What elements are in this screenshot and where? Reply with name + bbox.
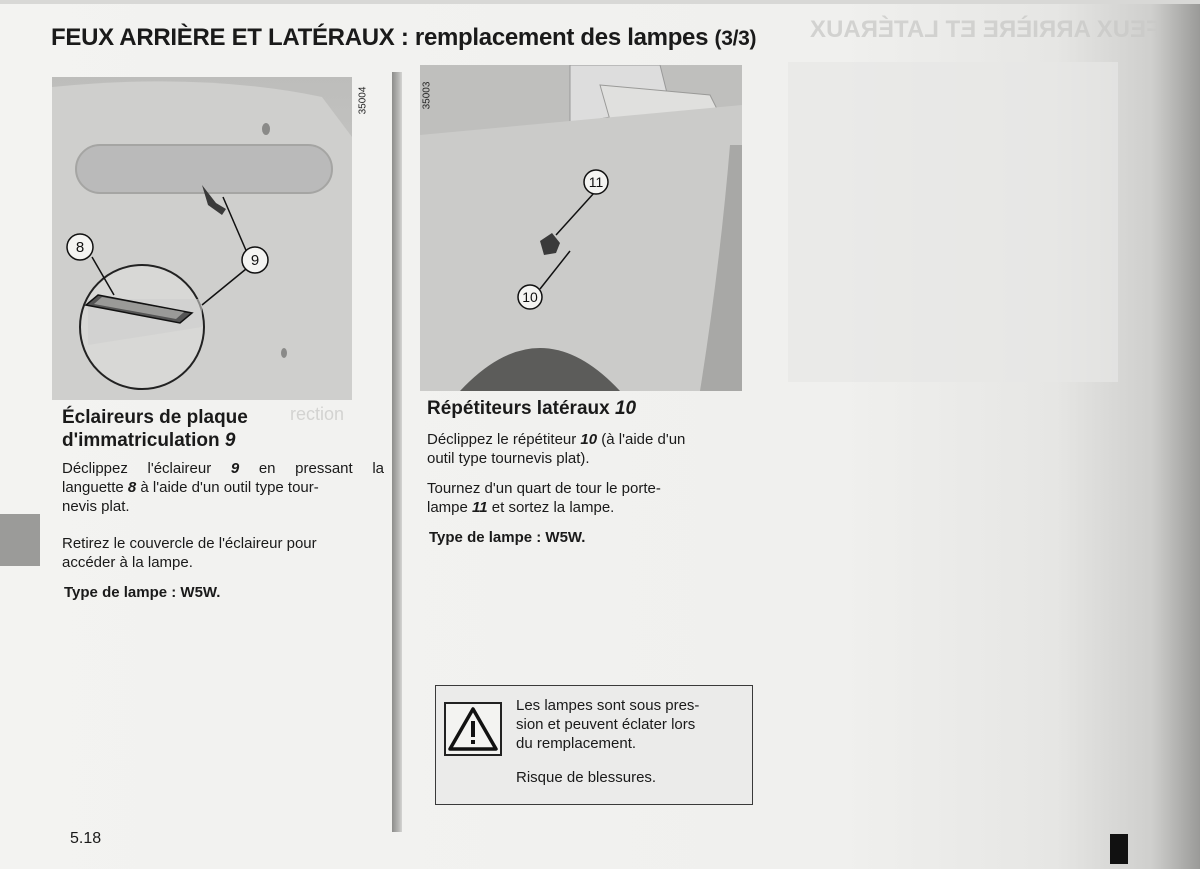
section-heading-side-repeaters: Répétiteurs latéraux 10 [427, 398, 637, 419]
warning-triangle-icon [444, 702, 502, 756]
instruction-turn-holder: Tournez d'un quart de tour le porte- lampe 11 et sortez la lampe. [427, 480, 661, 516]
heading-number: 10 [614, 398, 637, 419]
thumb-index-marker [1110, 834, 1128, 864]
heading-line-1: Éclaireurs de plaque [62, 407, 248, 428]
callout-11: 11 [588, 174, 604, 190]
text-line: Déclippez l'éclaireur 9 en pressant la [62, 460, 384, 477]
page-number: 5.18 [70, 830, 102, 847]
section-tab [0, 514, 40, 566]
warning-message: Les lampes sont sous pres- sion et peuvent éclater lors du remplacement. [516, 697, 700, 752]
callout-9: 9 [250, 252, 260, 269]
heading-number: 9 [224, 430, 236, 451]
warning-risk: Risque de blessures. [516, 769, 657, 786]
warning-box [435, 685, 753, 805]
page-title [51, 24, 756, 52]
bleed-through-title: FEUX ARRIÈRE ET LATÉRAUX [810, 16, 1161, 43]
side-repeater-illustration [420, 65, 742, 391]
lamp-type-left: Type de lampe : W5W. [64, 584, 221, 601]
page-title-part: (3/3) [714, 27, 757, 50]
side-repeater-photo [420, 65, 742, 391]
instruction-unclip-repeater: Déclippez le répétiteur 10 (à l'aide d'un outil type tournevis plat). [427, 431, 686, 467]
license-plate-light-photo [52, 77, 352, 400]
license-plate-light-illustration [52, 77, 352, 400]
top-rule [0, 0, 1200, 4]
page-title-main: FEUX ARRIÈRE ET LATÉRAUX : remplacement des lampes [51, 24, 709, 51]
callout-8: 8 [75, 239, 85, 256]
bleed-through-photo [788, 62, 1118, 382]
section-heading-license-plate [62, 406, 382, 452]
callout-10: 10 [522, 289, 538, 305]
instruction-unclip: Déclippez l'éclaireur 9 en pressant la languette 8 à l'aide d'un outil type tour- nevis plat. [62, 460, 384, 515]
bleed-through-text: rection [290, 404, 345, 424]
column-divider [392, 72, 402, 832]
lamp-type-middle: Type de lampe : W5W. [429, 529, 586, 546]
photo-number-middle: 35003 [421, 81, 433, 110]
photo-number-left: 35004 [357, 86, 369, 115]
instruction-remove-cover: Retirez le couvercle de l'éclaireur pour accéder à la lampe. [62, 535, 317, 571]
heading-line-2: d'immatriculation [62, 430, 220, 451]
